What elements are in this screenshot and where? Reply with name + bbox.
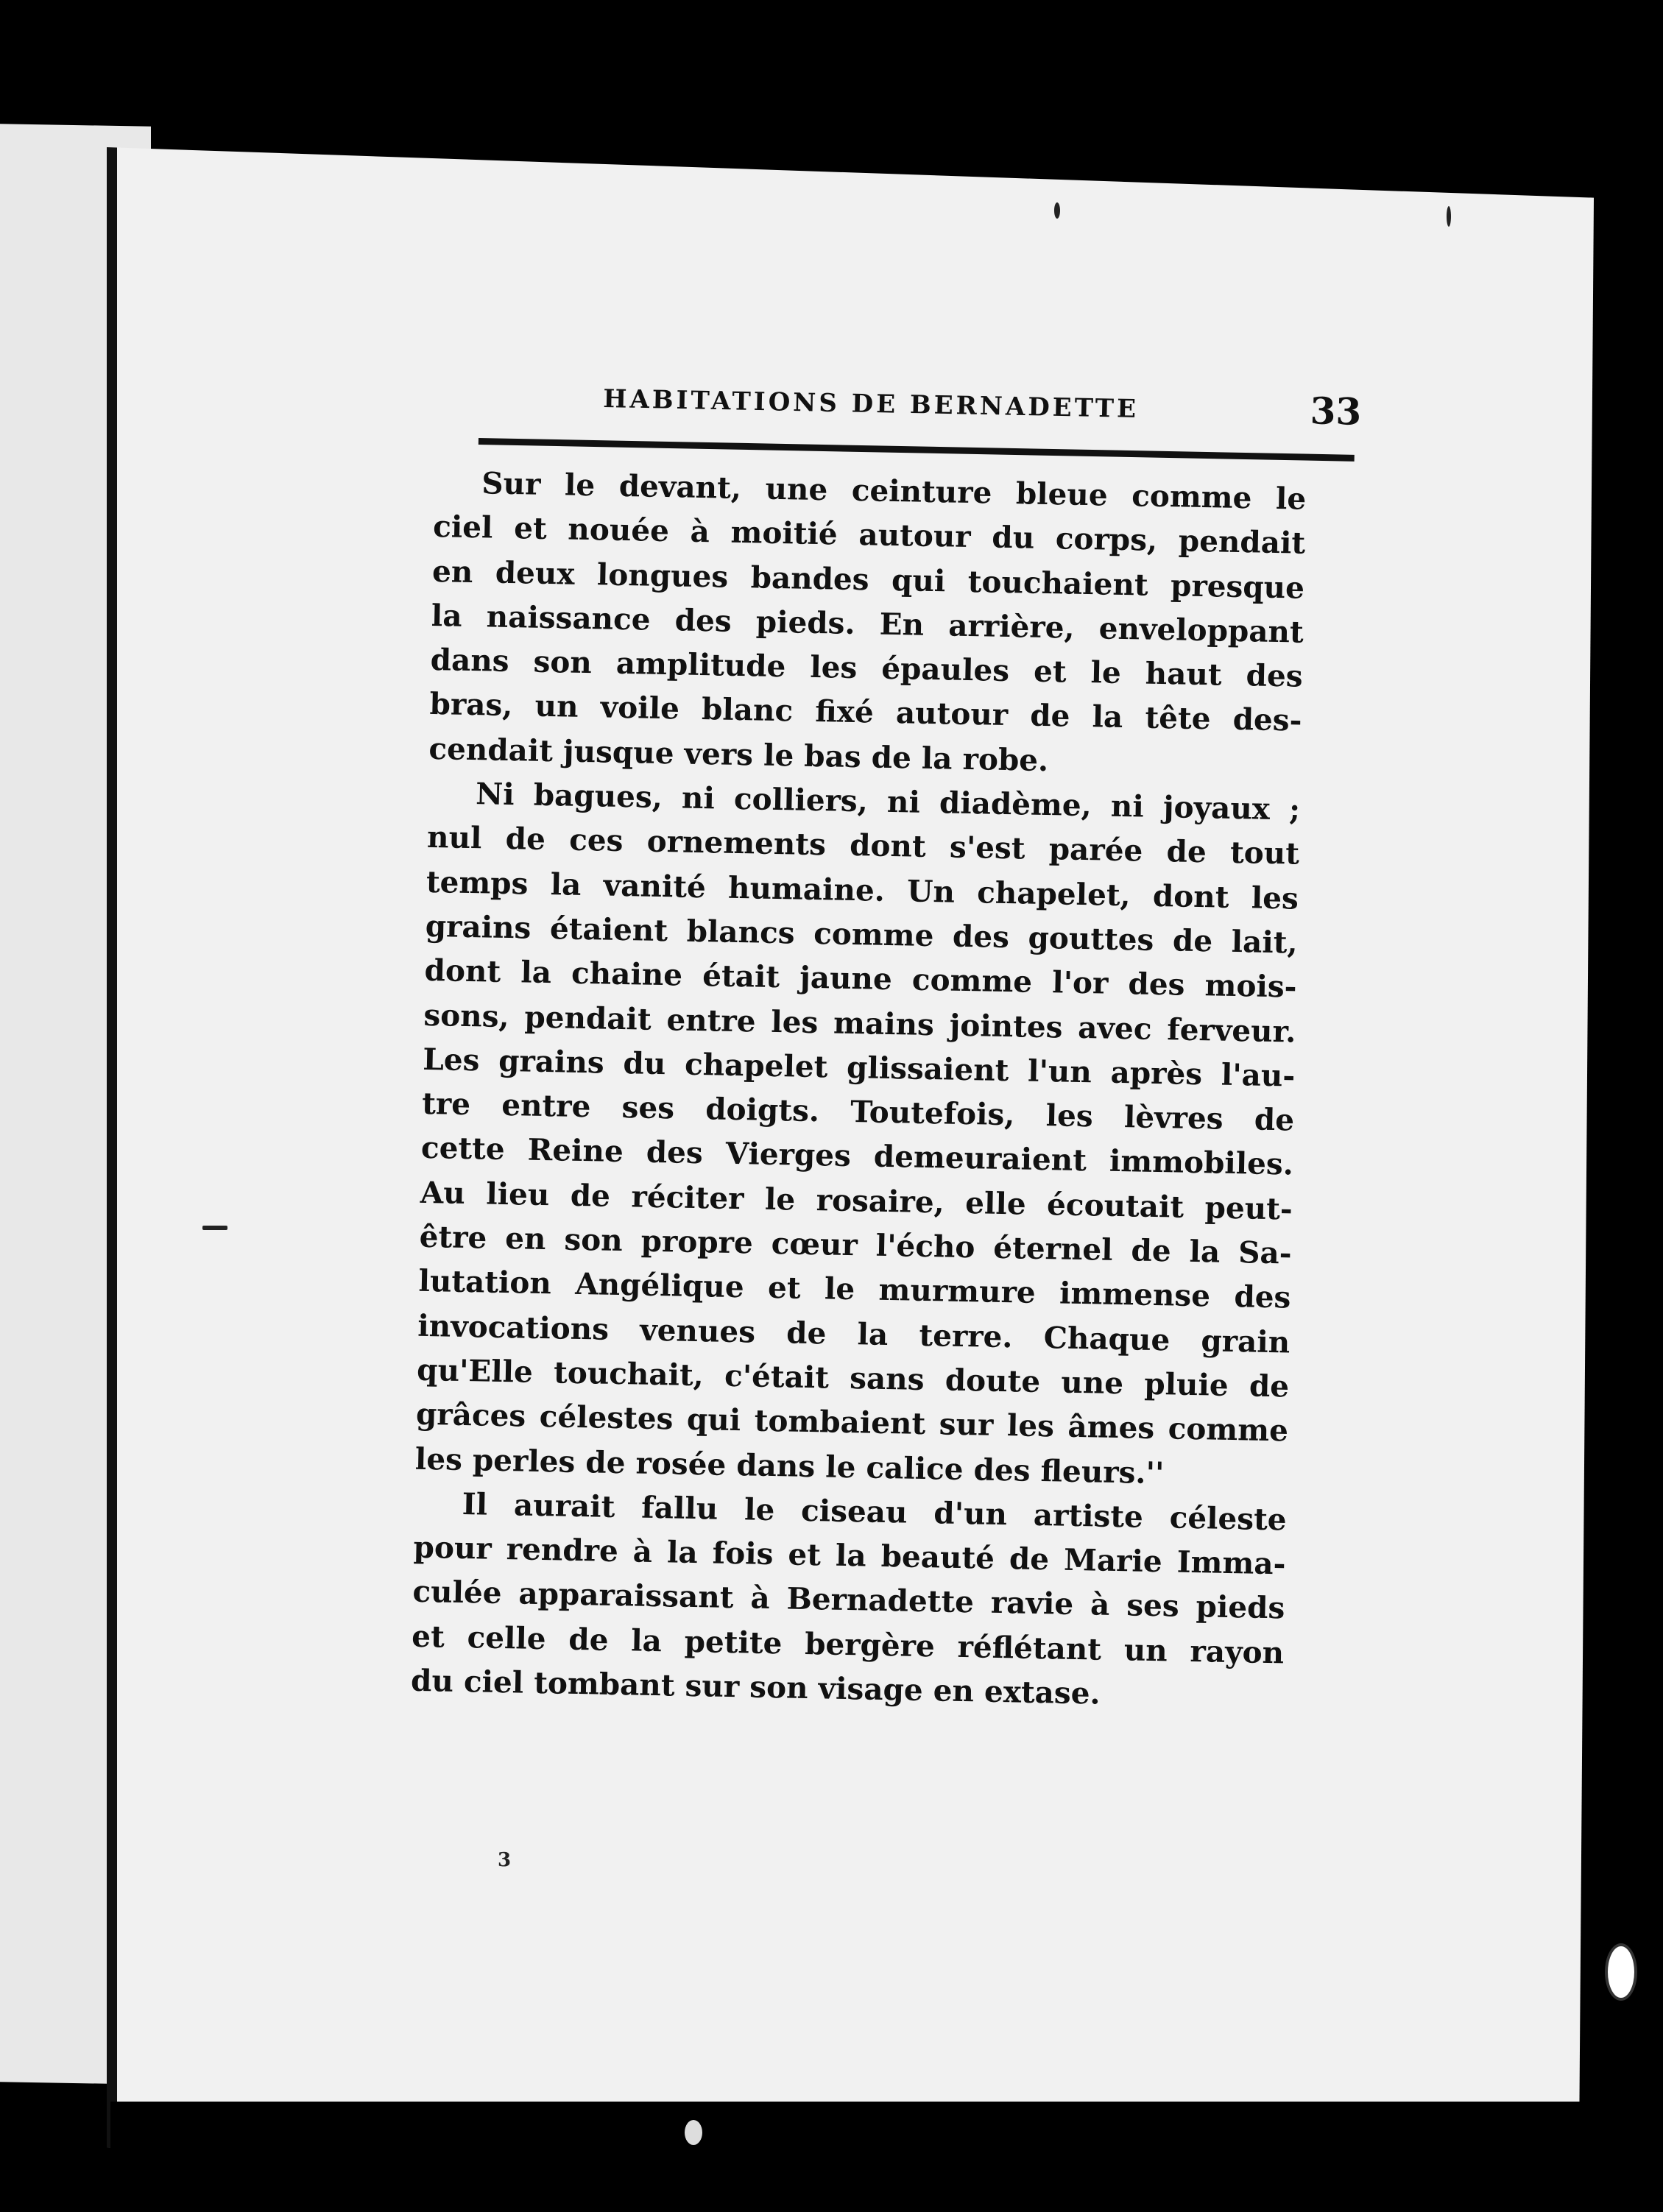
text-line: cendait jusque vers le bas de la robe. — [428, 730, 1049, 778]
body-text — [406, 460, 1307, 1948]
text-line: dans son amplitude les épaules et le haut des — [430, 642, 1304, 694]
text-line: du ciel tombant sur son visage en extase. — [410, 1662, 1101, 1711]
text-line: Les grains du chapelet glissaient l'un après l'au- — [422, 1041, 1296, 1094]
scan-speck — [1054, 202, 1060, 219]
text-line: cette Reine des Vierges demeuraient immobiles. — [420, 1130, 1294, 1183]
scan-speck — [1447, 206, 1451, 227]
text-line: dont la chaine était jaune comme l'or des mois- — [424, 953, 1297, 1005]
text-line: nul de ces ornements dont s'est parée de tout — [426, 819, 1300, 872]
signature-mark: 3 — [498, 1849, 512, 1871]
text-line: invocations venues de la terre. Chaque grain — [417, 1307, 1290, 1360]
text-line: tre entre ses doigts. Toutefois, les lèvres de — [421, 1085, 1295, 1138]
text-line: Au lieu de réciter le rosaire, elle écoutait peut- — [420, 1174, 1293, 1227]
text-line: la naissance des pieds. En arrière, enveloppant — [431, 597, 1304, 650]
text-line: et celle de la petite bergère réflétant un rayon — [411, 1618, 1285, 1671]
text-line: les perles de rosée dans le calice des fleurs.'' — [414, 1441, 1165, 1491]
scan-speck — [1605, 1943, 1637, 2001]
running-title: HABITATIONS DE BERNADETTE — [603, 384, 1140, 424]
text-line: en deux longues bandes qui touchaient presque — [431, 553, 1305, 606]
text-line: grains étaient blancs comme des gouttes de lait, — [425, 908, 1299, 961]
text-line: qu'Elle touchait, c'était sans doute une pluie de — [416, 1351, 1290, 1404]
scan-speck — [202, 1226, 227, 1230]
scan-speck — [685, 2120, 702, 2145]
text-line: ciel et nouée à moitié autour du corps, pendait — [432, 509, 1306, 562]
text-line: Sur le devant, une ceinture bleue comme le — [481, 465, 1307, 517]
text-line: être en son propre cœur l'écho éternel de la Sa- — [419, 1218, 1292, 1271]
scan-border — [110, 2102, 1597, 2212]
page-number: 33 — [1310, 389, 1362, 434]
text-line: grâces célestes qui tombaient sur les âmes comme — [415, 1396, 1289, 1449]
text-line: bras, un voile blanc fixé autour de la tête des- — [429, 686, 1302, 739]
text-line: lutation Angélique et le murmure immense des — [418, 1263, 1291, 1315]
text-line: Ni bagues, ni colliers, ni diadème, ni joyaux ; — [475, 776, 1301, 827]
text-line: sons, pendait entre les mains jointes avec ferveur. — [423, 997, 1296, 1050]
text-line: Il aurait fallu le ciseau d'un artiste céleste — [462, 1485, 1288, 1538]
text-line: temps la vanité humaine. Un chapelet, dont les — [426, 863, 1299, 916]
text-line: pour rendre à la fois et la beauté de Marie Imma- — [413, 1529, 1286, 1582]
text-line: culée apparaissant à Bernadette ravie à ses pieds — [412, 1574, 1285, 1626]
